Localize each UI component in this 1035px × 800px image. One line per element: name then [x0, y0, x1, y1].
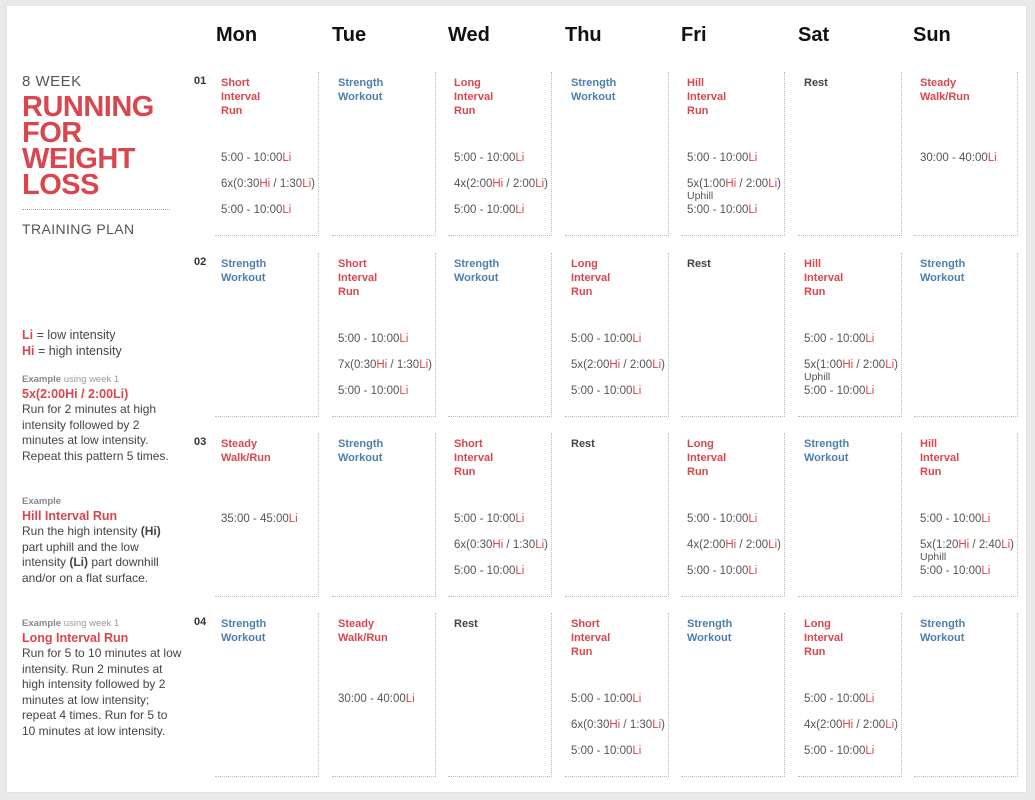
workout-step: 6x(0:30Hi / 1:30Li): [221, 178, 315, 190]
workout-step: 5:00 - 10:00Li: [920, 565, 991, 577]
day-header-wed: Wed: [448, 24, 490, 46]
note-body: Run for 2 minutes at high intensity followed by 2 minutes at low intensity. Repeat this pattern 5 times.: [22, 402, 169, 463]
workout-step: 5:00 - 10:00Li: [571, 745, 642, 757]
workout-step: 5:00 - 10:00Li: [571, 385, 642, 397]
example-note-interval: [22, 374, 182, 464]
workout-cell-w02-thu: [565, 253, 669, 417]
workout-title: Steady Walk/Run: [920, 77, 970, 103]
workout-title: Strength Workout: [221, 618, 267, 644]
workout-details: [687, 512, 781, 590]
workout-title: Strength Workout: [804, 438, 850, 464]
workout-cell-w03-sun: [914, 433, 1018, 597]
workout-title: Rest: [454, 618, 478, 630]
workout-details: [804, 692, 898, 770]
workout-details: [571, 332, 665, 410]
plan-subtitle: TRAINING PLAN: [22, 221, 135, 237]
workout-step: 5:00 - 10:00Li: [804, 385, 875, 397]
workout-step: 5:00 - 10:00Li: [454, 565, 525, 577]
workout-title: Strength Workout: [687, 618, 733, 644]
workout-title: Long Interval Run: [687, 438, 727, 478]
workout-details: [804, 332, 898, 410]
workout-step: 4x(2:00Hi / 2:00Li): [804, 719, 898, 731]
plan-duration: 8 WEEK: [22, 73, 82, 90]
workout-step: 30:00 - 40:00Li: [338, 693, 415, 705]
title-line: FOR: [22, 117, 82, 149]
workout-step: 5:00 - 10:00Li: [804, 745, 875, 757]
workout-title: Strength Workout: [338, 438, 384, 464]
workout-step: 6x(0:30Hi / 1:30Li): [454, 539, 548, 551]
week-label: 03: [194, 436, 207, 448]
workout-cell-w04-sun: [914, 613, 1018, 777]
note-tag: Example using week 1: [22, 618, 120, 629]
week-label: 01: [194, 75, 207, 87]
legend-low-text: = low intensity: [33, 328, 116, 342]
workout-cell-w03-wed: [448, 433, 552, 597]
workout-cell-w04-sat: [798, 613, 902, 777]
workout-title: Long Interval Run: [571, 258, 611, 298]
workout-details: [338, 692, 415, 718]
workout-title: Strength Workout: [454, 258, 500, 284]
workout-title: Strength Workout: [338, 77, 384, 103]
workout-title: Rest: [571, 438, 595, 450]
workout-title: Rest: [687, 258, 711, 270]
workout-cell-w01-fri: [681, 72, 785, 236]
workout-details: [920, 151, 997, 177]
workout-cell-w02-tue: [332, 253, 436, 417]
day-header-thu: Thu: [565, 24, 602, 46]
workout-step: 6x(0:30Hi / 1:30Li): [571, 719, 665, 731]
workout-title: Strength Workout: [920, 618, 966, 644]
note-heading: 5x(2:00Hi / 2:00Li): [22, 387, 129, 401]
workout-details: [454, 512, 548, 590]
example-note-long: [22, 618, 182, 740]
workout-details: [221, 512, 298, 538]
workout-details: [221, 151, 315, 229]
workout-cell-w02-fri: [681, 253, 785, 417]
title-line: LOSS: [22, 169, 99, 201]
workout-title: Short Interval Run: [454, 438, 494, 478]
workout-cell-w03-sat: [798, 433, 902, 597]
note-heading: Long Interval Run: [22, 631, 129, 645]
sidebar: [22, 6, 182, 792]
workout-cell-w01-mon: [215, 72, 319, 236]
workout-cell-w01-thu: [565, 72, 669, 236]
plan-title: [22, 91, 182, 201]
workout-step: 5x(1:00Hi / 2:00Li) Uphill: [687, 178, 781, 202]
day-header-tue: Tue: [332, 24, 367, 46]
legend-high: [22, 343, 182, 359]
workout-step: 5:00 - 10:00Li: [804, 333, 875, 345]
workout-step: 5:00 - 10:00Li: [687, 204, 758, 216]
workout-cell-w04-wed: [448, 613, 552, 777]
workout-title: Short Interval Run: [221, 77, 261, 117]
workout-step: 4x(2:00Hi / 2:00Li): [454, 178, 548, 190]
workout-title: Strength Workout: [221, 258, 267, 284]
workout-cell-w03-thu: [565, 433, 669, 597]
day-header-sun: Sun: [913, 24, 951, 46]
workout-cell-w03-mon: [215, 433, 319, 597]
workout-step: 5:00 - 10:00Li: [571, 333, 642, 345]
workout-step: 5:00 - 10:00Li: [454, 204, 525, 216]
workout-step: 5:00 - 10:00Li: [687, 513, 758, 525]
workout-title: Short Interval Run: [571, 618, 611, 658]
workout-cell-w02-mon: [215, 253, 319, 417]
workout-step: 5:00 - 10:00Li: [338, 385, 409, 397]
workout-step: 5:00 - 10:00Li: [687, 152, 758, 164]
workout-step: 5:00 - 10:00Li: [454, 152, 525, 164]
workout-cell-w02-wed: [448, 253, 552, 417]
legend-low-key: Li: [22, 328, 34, 342]
workout-cell-w02-sun: [914, 253, 1018, 417]
day-header-fri: Fri: [681, 24, 707, 46]
workout-step: 7x(0:30Hi / 1:30Li): [338, 359, 432, 371]
day-header-sat: Sat: [798, 24, 830, 46]
workout-details: [920, 512, 1014, 590]
workout-step: 5x(2:00Hi / 2:00Li): [571, 359, 665, 371]
week-label: 04: [194, 616, 207, 628]
workout-step: 35:00 - 45:00Li: [221, 513, 298, 525]
workout-step: 4x(2:00Hi / 2:00Li): [687, 539, 781, 551]
example-note-hill: [22, 496, 182, 586]
day-header-mon: Mon: [216, 24, 258, 46]
workout-title: Hill Interval Run: [920, 438, 960, 478]
workout-cell-w04-mon: [215, 613, 319, 777]
workout-title: Strength Workout: [920, 258, 966, 284]
week-label: 02: [194, 256, 207, 268]
workout-cell-w02-sat: [798, 253, 902, 417]
workout-title: Short Interval Run: [338, 258, 378, 298]
title-divider: [22, 209, 170, 210]
title-line: RUNNING: [22, 91, 154, 123]
workout-details: [571, 692, 665, 770]
title-line: WEIGHT: [22, 143, 135, 175]
workout-step: 5:00 - 10:00Li: [920, 513, 991, 525]
workout-title: Steady Walk/Run: [221, 438, 271, 464]
intensity-legend: [22, 327, 182, 359]
legend-high-text: = high intensity: [34, 344, 122, 358]
note-body: Run for 5 to 10 minutes at low intensity. Run 2 minutes at high intensity followed by 2 minutes at low intensity; repeat 4 times. Run for 5 to 10 minutes at low intensity.: [22, 646, 182, 738]
workout-step: 5x(1:20Hi / 2:40Li) Uphill: [920, 539, 1014, 563]
note-tag: Example using week 1: [22, 374, 120, 385]
workout-details: [454, 151, 548, 229]
training-plan-page: [7, 6, 1026, 792]
workout-title: Strength Workout: [571, 77, 617, 103]
workout-step: 30:00 - 40:00Li: [920, 152, 997, 164]
workout-step: 5:00 - 10:00Li: [571, 693, 642, 705]
workout-cell-w01-sun: [914, 72, 1018, 236]
workout-cell-w04-fri: [681, 613, 785, 777]
legend-high-key: Hi: [22, 344, 35, 358]
workout-cell-w01-tue: [332, 72, 436, 236]
note-body: Run the high intensity (Hi) part uphill and the low intensity (Li) part downhill and/or on a flat surface.: [22, 524, 161, 585]
workout-title: Rest: [804, 77, 828, 89]
workout-title: Hill Interval Run: [804, 258, 844, 298]
workout-title: Long Interval Run: [804, 618, 844, 658]
workout-step: 5:00 - 10:00Li: [221, 204, 292, 216]
workout-details: [338, 332, 432, 410]
workout-cell-w01-sat: [798, 72, 902, 236]
legend-low: [22, 327, 182, 343]
workout-step: 5:00 - 10:00Li: [221, 152, 292, 164]
workout-title: Steady Walk/Run: [338, 618, 388, 644]
workout-cell-w04-tue: [332, 613, 436, 777]
workout-step: 5x(1:00Hi / 2:00Li) Uphill: [804, 359, 898, 383]
workout-title: Hill Interval Run: [687, 77, 727, 117]
workout-step: 5:00 - 10:00Li: [338, 333, 409, 345]
workout-step: 5:00 - 10:00Li: [687, 565, 758, 577]
workout-cell-w01-wed: [448, 72, 552, 236]
workout-step: 5:00 - 10:00Li: [804, 693, 875, 705]
note-heading: Hill Interval Run: [22, 509, 118, 523]
workout-cell-w03-tue: [332, 433, 436, 597]
workout-cell-w03-fri: [681, 433, 785, 597]
note-tag: Example: [22, 496, 62, 507]
workout-title: Long Interval Run: [454, 77, 494, 117]
workout-details: [687, 151, 781, 229]
workout-cell-w04-thu: [565, 613, 669, 777]
workout-step: 5:00 - 10:00Li: [454, 513, 525, 525]
